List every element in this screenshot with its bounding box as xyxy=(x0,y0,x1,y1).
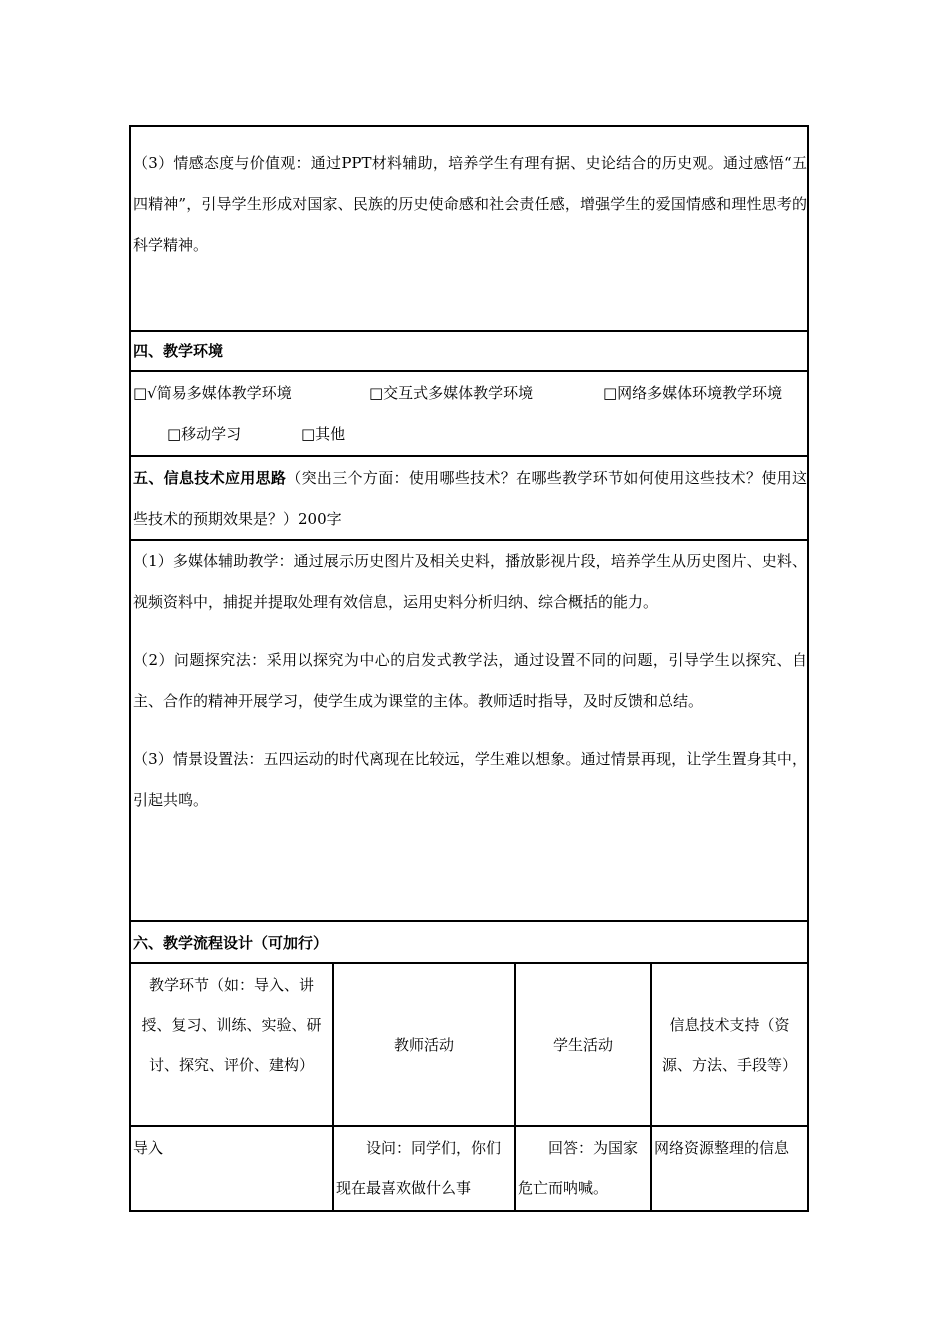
attitude-section xyxy=(131,127,807,332)
it-title-row xyxy=(131,457,807,541)
header-tech: 信息技术支持（资源、方法、手段等） xyxy=(661,1015,797,1074)
env-option-simple[interactable]: □√简易多媒体教学环境 xyxy=(133,384,292,402)
row-teacher: 设问：同学们，你们现在最喜欢做什么事 xyxy=(334,1127,516,1210)
flow-table xyxy=(131,964,807,1210)
flow-header-row xyxy=(131,964,807,1127)
header-teacher: 教师活动 xyxy=(334,964,516,1125)
env-option-other[interactable]: □其他 xyxy=(301,425,346,443)
it-paragraphs xyxy=(131,541,807,922)
it-paragraph-2: （2）问题探究法：采用以探究为中心的启发式教学法，通过设置不同的问题，引导学生以探究、自主、合作的精神开展学习，使学生成为课堂的主体。教师适时指导，及时反馈和总结。 xyxy=(133,651,807,710)
row-stage: 导入 xyxy=(131,1127,334,1210)
flow-title: 六、教学流程设计（可加行） xyxy=(131,922,807,964)
it-title: 五、信息技术应用思路 xyxy=(133,469,287,487)
it-title-note: （突出三个方面：使用哪些技术？在哪些教学环节如何使用这些技术？使用这些技术的预期效果是？）200字 xyxy=(133,469,807,528)
env-title: 四、教学环境 xyxy=(131,332,807,372)
lesson-plan-table xyxy=(129,125,809,1212)
env-option-interactive[interactable]: □交互式多媒体教学环境 xyxy=(369,384,534,402)
row-student: 回答：为国家危亡而呐喊。 xyxy=(516,1127,652,1210)
row-tech: 网络资源整理的信息 xyxy=(654,1139,790,1157)
header-student: 学生活动 xyxy=(516,964,652,1125)
env-option-network[interactable]: □网络多媒体环境教学环境 xyxy=(603,384,783,402)
table-row xyxy=(131,1127,807,1210)
it-paragraph-3: （3）情景设置法：五四运动的时代离现在比较远，学生难以想象。通过情景再现，让学生置身其中，引起共鸣。 xyxy=(133,750,807,809)
env-options xyxy=(131,372,807,457)
header-stage: 教学环节（如：导入、讲授、复习、训练、实验、研讨、探究、评价、建构） xyxy=(131,964,334,1125)
it-paragraph-1: （1）多媒体辅助教学：通过展示历史图片及相关史料，播放影视片段，培养学生从历史图片、史料、视频资料中，捕捉并提取处理有效信息，运用史料分析归纳、综合概括的能力。 xyxy=(133,552,807,611)
attitude-text: （3）情感态度与价值观：通过PPT材料辅助，培养学生有理有据、史论结合的历史观。通过感悟“五四精神”，引导学生形成对国家、民族的历史使命感和社会责任感，增强学生的爱国情感和理性思考的科学精神。 xyxy=(133,154,807,254)
env-option-mobile[interactable]: □移动学习 xyxy=(167,425,242,443)
